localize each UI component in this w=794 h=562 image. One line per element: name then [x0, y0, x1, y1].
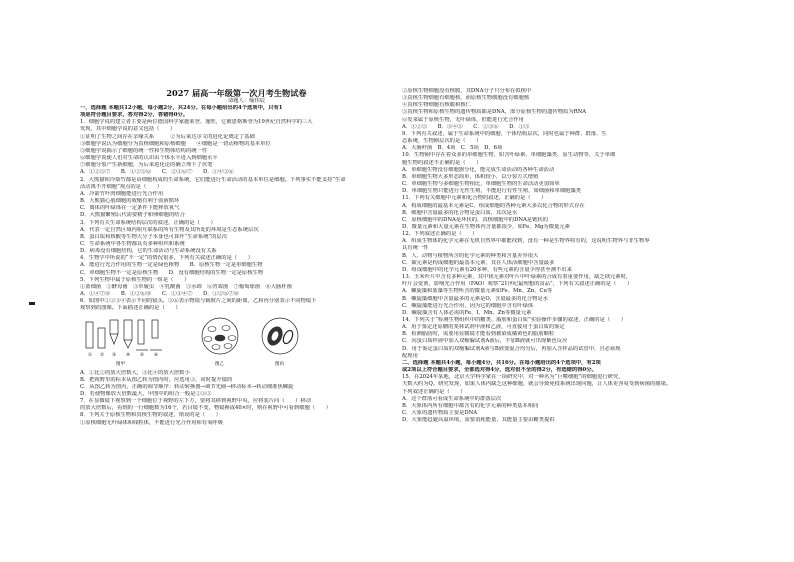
text-line: 项是符合题目要求，答对得2分，答错得0分。 — [80, 112, 189, 119]
text-line: A．构成细胞的最基本元素是C，组成细胞的各种元素大多以化合物的形式存在 — [402, 202, 585, 209]
text-line: 8．下列关于原核生物和真核生物的叙述，错误的是（ ） — [80, 412, 222, 419]
text-line: 一、选择题 本题共12小题，每小题2分，共24分。在每小题给出的4个选项中，只有1 — [80, 105, 283, 111]
text-line: C．螺旋藻能进行光合作用，因为它的细胞中含有叶绿体 — [402, 302, 534, 309]
text-line: 13．玉米叶片中含有多种元素，其中镁元素对叶片中叶绿素的合成有着重要作用，缺乏镁元素时， — [402, 274, 632, 281]
text-line: C．离体的叶绿体在一定条件下能释放氧气 — [80, 205, 180, 212]
left-question-lines-after-figure — [80, 370, 393, 427]
text-line: 活动离不开细胞”观点的是（ ） — [80, 183, 163, 190]
text-line: D．大象能趋避高温环境，需要消耗能量，其能量主要由糖类提供 — [402, 417, 555, 424]
lens-label-3: ③ — [112, 352, 117, 358]
text-line: ⑤真核生物和原核生物的遗传物质都是DNA，部分原核生物的遗传物质为RNA — [402, 109, 587, 116]
lens-icons — [86, 320, 162, 350]
lens-1-icon — [86, 322, 93, 348]
text-line: ⑥细胞学说使人们对生命的认识由个体水平进入到细胞水平 — [80, 155, 218, 162]
exam-setter: 命题人：喻伟辰 — [227, 98, 266, 104]
text-line: C．大象的遗传物质主要是DNA — [402, 410, 478, 417]
text-line: A．①比②的放大倍数大，③比④的放大倍数小 — [80, 369, 190, 376]
left-column — [80, 88, 393, 550]
text-line: C．生命系统中各生物都具有多种组织和系统 — [80, 240, 185, 247]
binding-margin-mark — [29, 302, 35, 305]
text-line: C．单细胞生物不一定是原核生物 D．没有细胞结构的生物一定是原核生物 — [80, 269, 264, 276]
caption-jia: 图甲 — [116, 361, 125, 367]
text-line: C．原核细胞中的DNA是环状的，真核细胞中的DNA是链状的 — [402, 216, 548, 223]
right-question-lines — [402, 88, 709, 424]
text-line: C．单细胞生物与多细胞生物相比，单细胞生物的生命活动更加简单 — [402, 181, 560, 188]
text-line: B．单细胞生物大多形态简单，体积较小，以分裂方式增殖 — [402, 173, 539, 180]
text-line: B．蛋白质和核酸等生物大分子本身也可算作“生命系统”的层次 — [80, 233, 228, 240]
lens-label-5: ⑤ — [140, 352, 145, 358]
lens-label-1: ① — [88, 352, 93, 358]
text-line: A．用于鉴定还原糖的斐林试剂甲液和乙液，可直接用于蛋白质的鉴定 — [402, 324, 565, 331]
lens-label-4: ④ — [126, 352, 131, 358]
text-line: A．冷箭竹叶肉细胞能进行光合作用 — [80, 190, 164, 197]
text-line: D．若使物像放大倍数最大，甲图中的组合一般是②③⑤ — [80, 391, 212, 397]
text-line: D．螺旋藻含有人体必需的Fe、I、Mn、Zn等微量元素 — [402, 309, 532, 316]
text-line: ①蓝细菌 ②酵母菌 ③草履虫 ④乳酸菌 ⑤水绵 ⑥青霉菌 ⑦葡萄球菌 ⑧大肠杆菌 — [80, 283, 292, 290]
text-line: ④真核生物细胞有核膜和核仁 — [402, 102, 471, 109]
text-line: 配现用 — [402, 352, 418, 359]
text-line: B．大熊猫心肌细胞的收缩有利于血液循环 — [80, 198, 180, 205]
text-line: 二、选择题 本题共4小题，每小题4分，共16分。在每小题给出的4个选项中，有2项 — [402, 359, 601, 366]
text-line: 4．生物学中所说的“不一定”的情况很多，下列有关叙述正确的是（ ） — [80, 255, 253, 262]
text-line: 3．下列有关生命系统结构层次的叙述，正确的是（ ） — [80, 219, 216, 226]
text-line: 胞生物的叙述不正确的是（ ） — [402, 159, 482, 166]
lens-3-icon — [110, 320, 118, 334]
text-line: ①证明了生物之间存在亲缘关系 ②为后来达尔文的进化论奠定了基础 — [80, 133, 255, 140]
caption-yi: 图乙 — [215, 361, 224, 367]
text-line: A．代表一定自然区域内相互联系的所有生物及其所处的环境是生态系统层次 — [80, 226, 259, 233]
text-line: 下列叙述正确的是（ ） — [402, 388, 466, 395]
text-line: ⑦细胞分裂产生新细胞，为后来进化论的确立埋下了伏笔 — [80, 162, 213, 169]
text-line: A．单细胞生物没有细胞器分化，能完成生命活动的各种生命活动 — [402, 166, 555, 173]
caption-bing: 图丙 — [275, 361, 284, 367]
text-line: ⑤细胞学说揭示了细胞的统一性和生物体结构的统一性 — [80, 147, 208, 154]
text-line: 6．如图中①②③④表示不同的镜头，⑤⑥表示物镜与载玻片之间的距离，乙和丙分别表示不同物镜下 — [80, 298, 317, 305]
text-line: 1．细胞学说的建立者主要是两位德国科学家施莱登、施旺，它被恩格斯誉为19世纪自然科学的三大 — [80, 119, 313, 126]
text-line: 9．下列有关叙述，属于生命系统中的细胞、个体结构层次，同时也属于种群、群落、生 — [402, 130, 607, 137]
lens-3-tip-icon — [110, 334, 118, 344]
text-line: C．从图乙转为图丙，正确的调节顺序：转动转换器→调节光圈→移动标本→转动细准焦螺旋 — [80, 383, 294, 390]
text-line: ③细胞学说认为细胞分为真核细胞和原核细胞 ④细胞是一切动植物的基本单位 — [80, 140, 271, 147]
text-line: A．大肠杆菌 B．4项 C．5项 D．6项 — [402, 145, 503, 152]
text-line: C．碳元素是构成细胞的最基本元素，其在人体活细胞中含量最多 — [402, 259, 555, 266]
text-line: 2．大熊猫和冷箭竹都是由细胞构成的生命系统，它们能进行生命活动的基本单位是细胞。下列事实不能支持“生命 — [80, 176, 346, 183]
text-line: D．病毒没有细胞结构，它的生命活动与生命系统没有关系 — [80, 248, 217, 255]
text-line: C．向蛋白质样液中加入双缩脲试剂A液后，不加B液就可出现紫色反应 — [402, 338, 568, 345]
text-line: ③真核生物细胞有细胞核，而原核生物细胞没有细胞核 — [402, 95, 530, 102]
view-yi-icon — [202, 318, 238, 354]
text-line: B．检测脂肪时，需要用显微镜才能看到被染成橘黄色的脂肪颗粒 — [402, 331, 555, 338]
text-line: 12．下列叙述正确的是（ ） — [402, 231, 478, 238]
microscope-figure-svg — [80, 314, 393, 369]
text-line: 14．下列关于“检测生物组织中的糖类、脂肪和蛋白质”实验操作步骤的叙述，正确的是（ ） — [402, 317, 627, 323]
text-line: 15．在2024年某地，北京大学科学家在一项研究中，对一种名为“巨噬细胞”的细胞进行研究， — [402, 374, 624, 381]
text-line: A．能进行光合作用的生物一定是绿色植物 B．原核生物一定是单细胞生物 — [80, 262, 263, 269]
text-line: A．①②⑤⑦ B．①②⑤⑥ C．②③⑥⑦ D．①④⑤⑥ — [80, 169, 234, 176]
objective-6-icon — [152, 320, 158, 338]
text-line: 7．在显微镜下观察到一个细胞位于视野的左下方，要将其移到视野中央，应将装片向（ ）移动 — [80, 398, 312, 405]
text-line: 的放大倍数后，看到的一行细胞数为16个，若目镜不变，物镜换成40×时，则在视野中可看到细胞（ ） — [80, 405, 331, 412]
text-line: 具有统一性 — [402, 245, 429, 252]
text-line: 11．下列有关细胞中元素和化合物的叙述，正确的是（ ） — [402, 195, 547, 202]
text-line: A．组成生物体的化学元素在无机自然界中都能找到，没有一种是生物界特有的，这说明生物界与非生物界 — [402, 238, 650, 245]
text-line: A．①④⑦⑧ B．①②⑥⑧ C．①③④⑦ D．①②⑥⑦⑧ — [80, 291, 240, 298]
text-line: ⑥发菜属于原核生物，无叶绿体，但能进行光合作用 — [402, 116, 524, 123]
text-line: D．单细胞生物只能进行无性生殖，不能进行有性生殖，如细菌和单细胞藻类 — [402, 188, 582, 195]
text-line: B．螺旋藻细胞中含量最多的元素是O，含量最多的化合物是水 — [402, 295, 548, 302]
lens-label-6: ⑥ — [154, 352, 159, 358]
text-line: B．人、动物与植物所含的化学元素的种类和含量差异很大 — [402, 252, 539, 259]
left-question-lines — [80, 105, 393, 313]
text-line: 叶片会变黄，影响光合作用（FAO）观察“21世纪最理想的食品”，下列有关叙述正确的是（ ） — [402, 281, 633, 288]
objective-5-icon — [138, 320, 144, 344]
text-line: 天数大约为Q。研究发现，如果人体内缺乏这种细胞，就会导致免疫系统出现问题，让人体更容易受到病菌的感染。 — [402, 381, 672, 388]
exam-title: 2027 届高一年级第一次月考生物试卷 — [166, 88, 307, 98]
lens-4-tip-icon — [124, 340, 132, 348]
text-line: ②原核生物细胞没有核膜，其DNA分子只分布在拟核中 — [402, 88, 532, 94]
text-line: 观察到的图像。下面描述正确的是（ ） — [80, 305, 181, 312]
text-line: ①原核细胞无叶绿体和线粒体，不能进行光合作用和有氧呼吸 — [80, 419, 224, 426]
text-line: A．这个群落可看成生命系统中的群落层次 — [402, 395, 502, 402]
view-bing-icon — [262, 318, 298, 354]
lens-4-icon — [124, 320, 132, 340]
lens-2-icon — [98, 328, 105, 348]
text-line: D．微量元素和大量元素在生物体内含量都很少，如Fe、Mg为微量元素 — [402, 223, 570, 230]
text-line: B．细胞中含量最多的化合物是蛋白质，其次是水 — [402, 209, 518, 216]
text-line: 态系统，生物圈层次的是（ ） — [402, 138, 482, 145]
right-column — [402, 88, 709, 558]
microscope-figure — [80, 314, 393, 369]
text-line: 5．下列生物中属于原核生物的一组是（ ） — [80, 276, 190, 283]
text-line: 发现，其中细胞学说的意义包括（ ） — [80, 126, 176, 133]
text-line: D．大熊猫繁殖后代需要精子和卵细胞的结合 — [80, 212, 185, 219]
text-line: A．①②⑤ B．③④⑤ C．②③⑥ D．①⑤ — [402, 123, 530, 130]
lens-label-2: ② — [100, 352, 105, 358]
text-line: B．把视野里的标本从图乙转为图丙时，应选用③，同时提升镜筒 — [80, 376, 233, 383]
text-line: B．大象体内所有细胞中都含有的化学元素的种类基本相同 — [402, 402, 539, 409]
text-line: 10．生物圈中存在着众多的单细胞生物，如含叶绿素、单细胞藻类、原生动物等，关于单细 — [402, 152, 616, 159]
text-line: D．用于鉴定蛋白质的双缩脲试剂A液与B液要混合均匀后，再加入含样品的试管中，且必须现 — [402, 345, 621, 352]
text-line: 或2项以上符合题目要求，全部选对得4分，选对但不全的得2分，有选错的得0分。 — [402, 367, 597, 374]
text-line: D．组成细胞中的化学元素有20多种，有些元素的含量少得甚至测不出来 — [402, 266, 572, 273]
text-line: A．螺旋藻和蓝藻等生物所含的微量元素如Fe、Mn、Zn、Cu等 — [402, 288, 553, 295]
